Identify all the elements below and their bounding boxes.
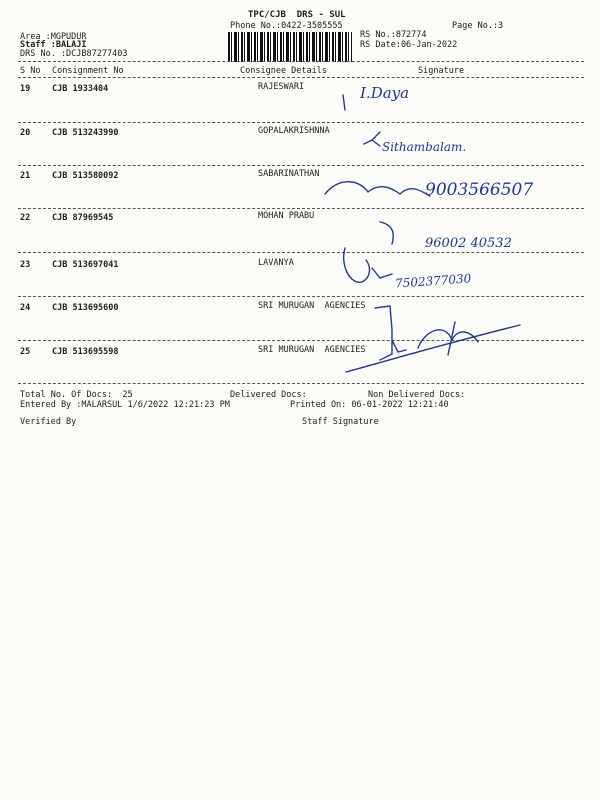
row-sno: 23 (20, 260, 31, 270)
report-title: TPC/CJB DRS - SUL (248, 10, 346, 20)
row-consignee: SRI MURUGAN AGENCIES (258, 345, 366, 355)
row-consignment: CJB 87969545 (52, 213, 114, 223)
row-sno: 24 (20, 303, 31, 313)
staff-label: Staff :BALAJI (20, 40, 87, 50)
row-consignment: CJB 513580092 (52, 171, 119, 181)
row-consignee: MOHAN PRABU (258, 211, 315, 221)
row-sno: 20 (20, 128, 31, 138)
printed-on: Printed On: 06-01-2022 12:21:40 (290, 400, 449, 410)
row-consignee: SRI MURUGAN AGENCIES (258, 301, 366, 311)
delivered-docs: Delivered Docs: (230, 390, 307, 400)
area-label: Area :MGPUDUR (20, 32, 87, 42)
rs-date: RS Date:06-Jan-2022 (360, 40, 458, 50)
entered-by: Entered By :MALARSUL 1/6/2022 12:21:23 PM (20, 400, 230, 410)
row-consignment: CJB 513695600 (52, 303, 119, 313)
row-consignment: CJB 1933404 (52, 84, 109, 94)
row-consignment: CJB 513697041 (52, 260, 119, 270)
row-consignment: CJB 513695598 (52, 347, 119, 357)
column-header-consignment: Consignment No (52, 66, 124, 76)
page-number: Page No.:3 (452, 21, 504, 31)
signature-row-19: I.Daya (360, 84, 410, 102)
signature-row-20: Sithambalam. (382, 140, 467, 154)
signature-row-21: 9003566507 (425, 180, 534, 200)
column-header-consignee: Consignee Details (240, 66, 327, 76)
row-consignee: GOPALAKRISHNNA (258, 126, 330, 136)
drs-number: DRS No. :DCJB87277403 (20, 49, 128, 59)
row-sno: 21 (20, 171, 31, 181)
row-consignee: SABARINATHAN (258, 169, 320, 179)
non-delivered-docs: Non Delivered Docs: (368, 390, 466, 400)
row-consignee: LAVANYA (258, 258, 294, 268)
row-consignee: RAJESWARI (258, 82, 305, 92)
row-consignment: CJB 513243990 (52, 128, 119, 138)
total-docs: Total No. Of Docs: 25 (20, 390, 133, 400)
row-sno: 25 (20, 347, 31, 357)
signature-row-22: 96002 40532 (425, 236, 512, 251)
staff-signature: Staff Signature (302, 417, 379, 427)
phone-number: Phone No.:0422-3505555 (230, 21, 343, 31)
row-sno: 19 (20, 84, 31, 94)
rs-number: RS No.:872774 (360, 30, 427, 40)
column-header-sno: S No (20, 66, 41, 76)
signature-row-23: 7502377030 (394, 271, 472, 291)
row-sno: 22 (20, 213, 31, 223)
verified-by: Verified By (20, 417, 77, 427)
column-header-signature: Signature (418, 66, 465, 76)
